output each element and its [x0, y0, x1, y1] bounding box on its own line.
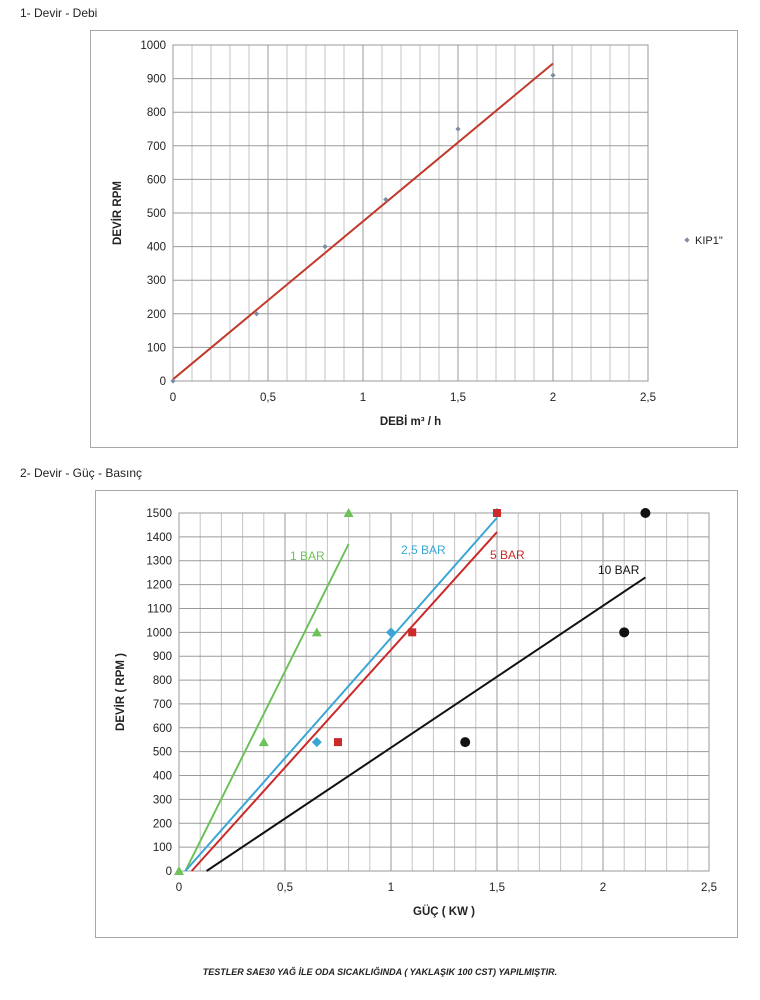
chart2-y-tick-label: 600 — [152, 722, 172, 735]
chart2-series-label: 5 BAR — [490, 548, 525, 562]
chart2-y-tick-label: 700 — [152, 698, 172, 711]
chart2-x-tick-label: 2 — [599, 882, 607, 894]
chart1-y-tick-label: 400 — [146, 241, 166, 254]
chart1-y-tick-label: 600 — [146, 174, 166, 187]
chart2-y-axis-title: DEVİR ( RPM ) — [115, 653, 127, 731]
chart2-y-tick-label: 200 — [152, 818, 172, 831]
chart2-svg — [96, 491, 737, 937]
chart2-y-tick-label: 0 — [165, 866, 172, 878]
chart1-y-tick-label: 100 — [146, 342, 166, 355]
chart2-y-tick-label: 100 — [152, 842, 172, 855]
chart1-y-tick-label: 700 — [146, 140, 166, 153]
chart2-x-axis-title: GÜÇ ( KW ) — [413, 906, 475, 918]
chart1-y-axis-title: DEVİR RPM — [112, 181, 124, 245]
chart2-data-point — [334, 738, 342, 746]
chart2-section-title: 2- Devir - Güç - Basınç — [20, 466, 143, 480]
chart1-x-tick-label: 2 — [549, 392, 557, 404]
chart1-svg — [91, 31, 737, 447]
chart2-x-tick-label: 1 — [387, 882, 395, 894]
chart2-y-tick-label: 800 — [152, 675, 172, 688]
chart1-legend-marker — [684, 237, 689, 242]
chart1-x-axis-title: DEBİ m³ / h — [379, 416, 442, 428]
chart1-y-tick-label: 0 — [159, 376, 166, 388]
footer-note: TESTLER SAE30 YAĞ İLE ODA SICAKLIĞINDA ( YAKLAŞIK 100 CST) YAPILMIŞTIR. — [202, 967, 558, 977]
chart2-x-tick-label: 0 — [175, 882, 183, 894]
chart2-series-label: 1 BAR — [290, 549, 325, 563]
chart2-y-tick-label: 1200 — [146, 579, 172, 592]
chart2-data-point — [619, 627, 629, 637]
chart1-x-tick-label: 1 — [359, 392, 367, 404]
chart1-y-tick-label: 1000 — [140, 40, 166, 52]
chart2-x-tick-label: 2,5 — [701, 882, 717, 894]
chart2-x-tick-label: 0,5 — [277, 882, 293, 894]
chart2-x-tick-label: 1,5 — [489, 882, 505, 894]
chart1-legend-label: KIP1" — [695, 235, 723, 247]
chart2-data-point — [640, 508, 650, 518]
chart1-y-tick-label: 800 — [146, 107, 166, 120]
chart2-data-point — [408, 628, 416, 636]
chart2-frame — [95, 490, 738, 938]
chart2-y-tick-label: 1400 — [146, 531, 172, 544]
chart1-y-tick-label: 500 — [146, 208, 166, 220]
chart2-series-label: 10 BAR — [598, 563, 640, 577]
chart2-y-tick-label: 1300 — [146, 555, 172, 568]
chart2-y-tick-label: 900 — [152, 651, 172, 664]
chart1-frame — [90, 30, 738, 448]
chart1-x-tick-label: 0,5 — [260, 392, 276, 404]
chart1-x-tick-label: 2,5 — [640, 392, 656, 404]
chart2-series-label: 2,5 BAR — [401, 543, 446, 557]
chart2-y-tick-label: 1000 — [146, 627, 172, 640]
chart1-section-title: 1- Devir - Debi — [20, 6, 98, 20]
chart2-y-tick-label: 300 — [152, 794, 172, 807]
chart2-y-tick-label: 1100 — [147, 603, 172, 616]
chart1-y-tick-label: 200 — [146, 308, 166, 321]
chart2-y-tick-label: 400 — [152, 770, 172, 783]
chart2-data-point — [493, 509, 501, 517]
chart2-data-point — [460, 737, 470, 747]
chart2-y-tick-label: 1500 — [146, 508, 172, 520]
chart1-y-tick-label: 900 — [146, 73, 166, 86]
chart1-x-tick-label: 0 — [169, 392, 177, 404]
chart1-y-tick-label: 300 — [146, 275, 166, 288]
chart2-y-tick-label: 500 — [152, 746, 172, 759]
chart1-x-tick-label: 1,5 — [450, 392, 466, 404]
